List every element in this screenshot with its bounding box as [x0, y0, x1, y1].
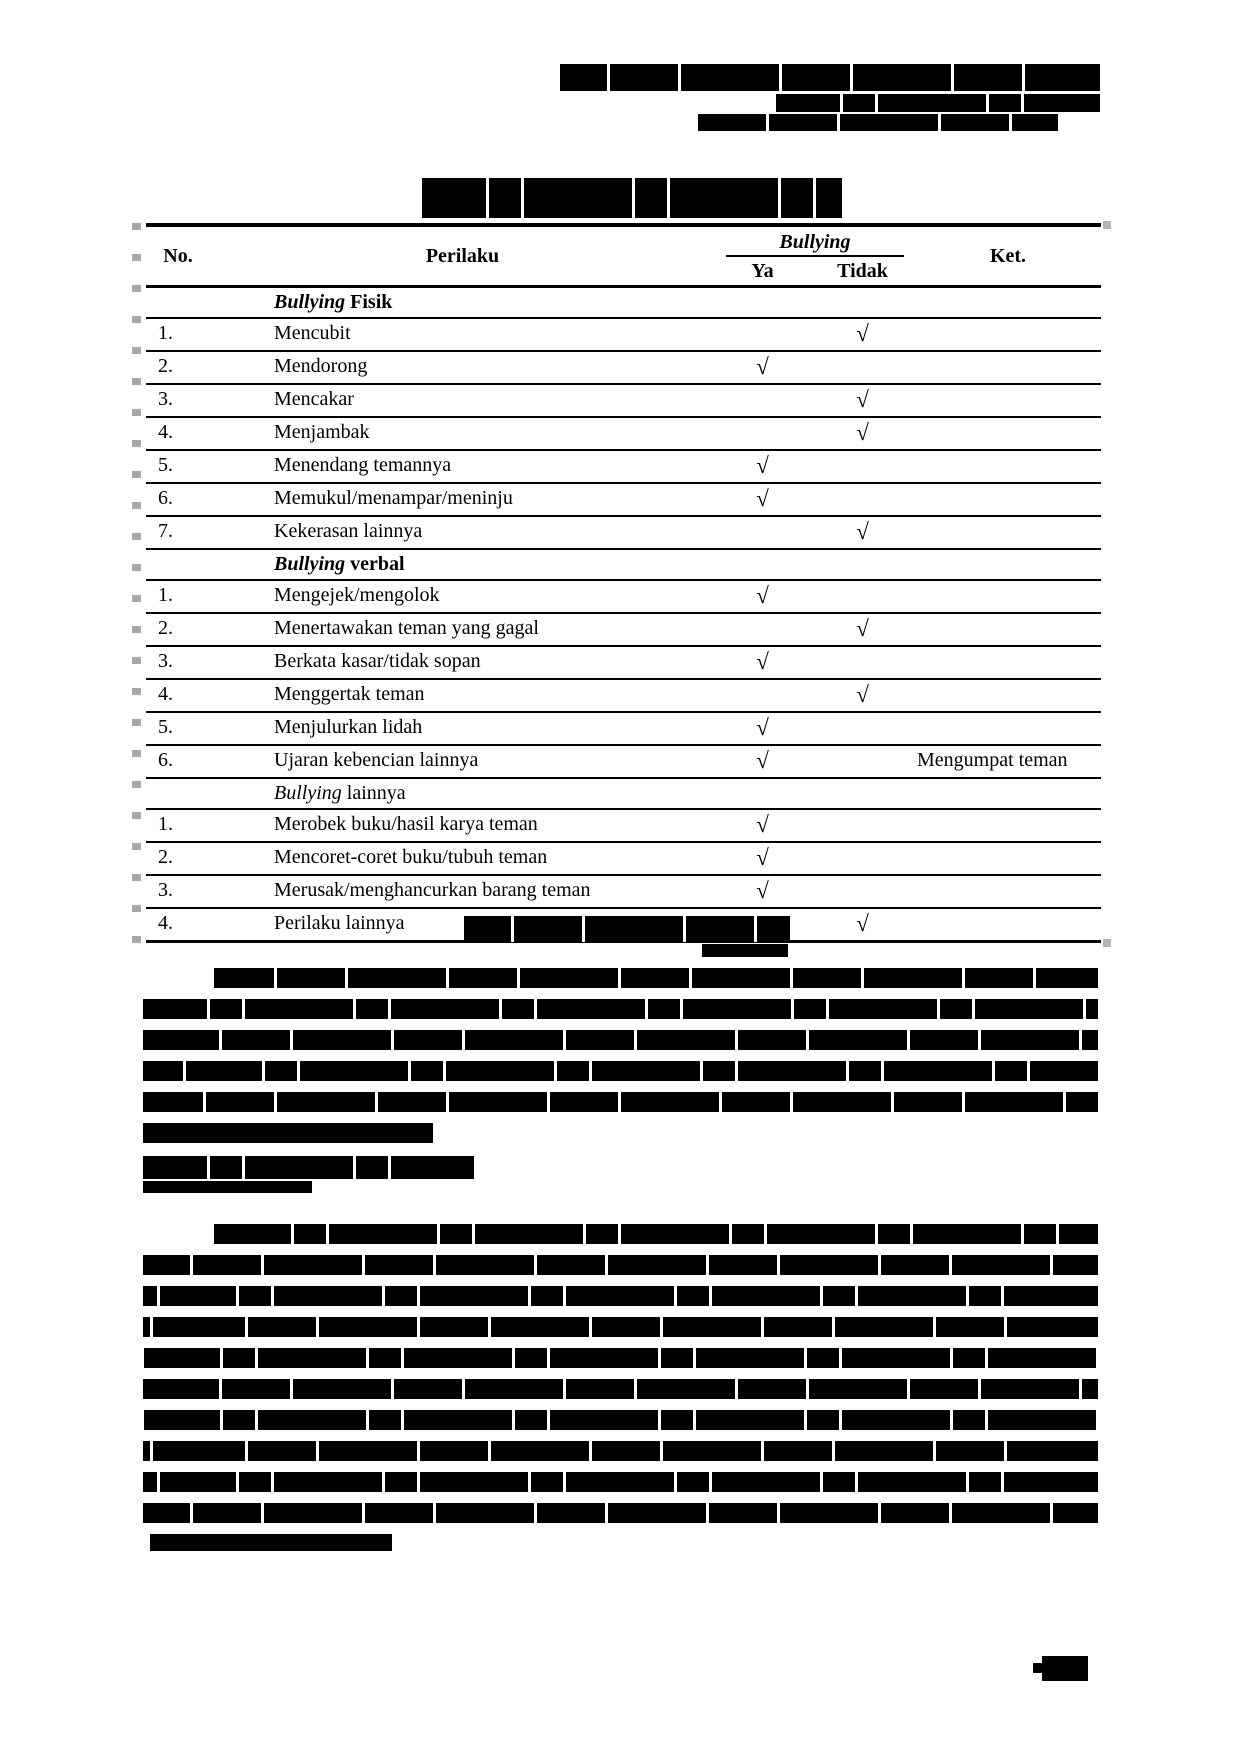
ket-cell	[915, 843, 1101, 847]
perilaku-cell: Perilaku lainnya	[274, 912, 405, 934]
checkmark-icon: √	[756, 649, 769, 674]
table-row	[146, 484, 1101, 517]
ket-cell	[915, 418, 1101, 422]
checkmark-icon: √	[856, 911, 869, 936]
table-section-row	[146, 779, 1101, 810]
redacted-text-line	[143, 1348, 1098, 1368]
perilaku-cell: Memukul/menampar/meninju	[274, 487, 513, 509]
perilaku-cell: Menendang temannya	[274, 454, 452, 476]
row-number: 1.	[158, 813, 173, 835]
section-label-rest: Fisik	[350, 291, 393, 313]
table-row	[146, 876, 1101, 909]
row-number: 1.	[158, 322, 173, 344]
tidak-cell	[810, 614, 915, 645]
column-header-no: No.	[163, 244, 193, 267]
checkmark-icon: √	[756, 583, 769, 608]
redacted-header-line-2	[776, 94, 1100, 112]
ket-cell	[915, 680, 1101, 684]
redacted-page-number	[1042, 1656, 1088, 1681]
table-row	[146, 843, 1101, 876]
checkmark-icon: √	[856, 682, 869, 707]
scan-artifact	[1103, 221, 1111, 229]
ket-cell: Mengumpat teman	[917, 749, 1068, 771]
table-row	[146, 418, 1101, 451]
checkmark-icon: √	[856, 616, 869, 641]
row-number: 3.	[158, 388, 173, 410]
column-header-bullying-group	[715, 227, 915, 285]
section-label-italic: Bullying	[274, 291, 351, 313]
table-row	[146, 713, 1101, 746]
row-number: 2.	[158, 617, 173, 639]
ket-cell	[915, 288, 1101, 292]
ya-cell	[715, 843, 810, 874]
redacted-text-line	[143, 1503, 1098, 1523]
redacted-subheading-line-2	[143, 1181, 312, 1193]
redacted-header-line-3	[698, 114, 1058, 131]
redacted-table-title	[422, 178, 842, 218]
checkmark-icon: √	[756, 354, 769, 379]
redacted-text-line	[143, 1092, 1098, 1112]
ket-cell	[915, 451, 1101, 455]
redacted-text-line	[143, 1286, 1098, 1306]
section-label-italic: Bullying	[274, 782, 347, 804]
ket-cell	[915, 581, 1101, 585]
checkmark-icon: √	[856, 321, 869, 346]
checkmark-icon: √	[856, 519, 869, 544]
observation-table	[146, 223, 1101, 943]
table-header-row	[146, 227, 1101, 288]
tidak-cell	[810, 319, 915, 350]
section-label-rest: lainnya	[346, 782, 406, 804]
tidak-cell	[810, 909, 915, 940]
redacted-text-line	[143, 1379, 1098, 1399]
ya-cell	[715, 876, 810, 907]
tidak-cell	[810, 418, 915, 449]
table-row	[146, 614, 1101, 647]
table-row	[146, 517, 1101, 550]
checkmark-icon: √	[756, 845, 769, 870]
ya-cell	[715, 810, 810, 841]
ket-cell	[915, 810, 1101, 814]
checkmark-icon: √	[756, 715, 769, 740]
table-row	[146, 647, 1101, 680]
table-row	[146, 810, 1101, 843]
ket-cell	[915, 517, 1101, 521]
perilaku-cell: Menjambak	[274, 421, 370, 443]
ket-cell	[915, 713, 1101, 717]
table-section-row	[146, 550, 1101, 581]
row-number: 4.	[158, 683, 173, 705]
scan-artifact	[1103, 939, 1111, 947]
checkmark-icon: √	[756, 453, 769, 478]
redacted-text-line	[143, 1061, 1098, 1081]
checkmark-icon: √	[756, 878, 769, 903]
row-number: 6.	[158, 487, 173, 509]
section-label	[210, 288, 715, 317]
ket-cell	[915, 614, 1101, 618]
row-number: 7.	[158, 520, 173, 542]
ya-cell	[715, 352, 810, 383]
ket-cell	[915, 909, 1101, 913]
redacted-text-line	[143, 999, 1098, 1019]
tidak-cell	[810, 680, 915, 711]
ya-cell	[715, 647, 810, 678]
checkmark-icon: √	[756, 812, 769, 837]
section-label-rest: verbal	[350, 553, 405, 575]
table-row	[146, 385, 1101, 418]
redacted-header-line-1	[560, 64, 1100, 91]
ya-cell	[715, 746, 810, 777]
table-row	[146, 680, 1101, 713]
ket-cell	[915, 484, 1101, 488]
ya-cell	[715, 581, 810, 612]
column-header-perilaku: Perilaku	[425, 244, 500, 267]
row-number: 2.	[158, 846, 173, 868]
table-row	[146, 451, 1101, 484]
table-section-row	[146, 288, 1101, 319]
row-number: 4.	[158, 912, 173, 934]
table-row	[146, 319, 1101, 352]
checkmark-icon: √	[756, 486, 769, 511]
ket-cell	[915, 876, 1101, 880]
ya-cell	[715, 484, 810, 515]
row-number: 6.	[158, 749, 173, 771]
redacted-text-line	[143, 1441, 1098, 1461]
perilaku-cell: Mendorong	[274, 355, 368, 377]
table-row	[146, 581, 1101, 614]
perilaku-cell: Menggertak teman	[274, 683, 425, 705]
tidak-cell	[810, 517, 915, 548]
ket-cell	[915, 647, 1101, 651]
column-header-ya: Ya	[751, 260, 774, 282]
section-label	[210, 550, 715, 579]
checkmark-icon: √	[856, 420, 869, 445]
perilaku-cell: Mencakar	[274, 388, 354, 410]
table-body	[146, 288, 1101, 943]
redacted-table-caption-line-2	[702, 944, 788, 957]
redacted-text-line	[143, 1472, 1098, 1492]
row-number: 4.	[158, 421, 173, 443]
row-number: 3.	[158, 879, 173, 901]
redacted-text-line	[150, 1534, 392, 1551]
perilaku-cell: Mencubit	[274, 322, 351, 344]
checkmark-icon: √	[856, 387, 869, 412]
section-label-italic: Bullying	[274, 553, 351, 575]
redacted-table-caption	[464, 916, 790, 942]
row-number: 1.	[158, 584, 173, 606]
perilaku-cell: Mencoret-coret buku/tubuh teman	[274, 846, 548, 868]
column-header-bullying: Bullying	[779, 231, 851, 253]
ket-cell	[915, 352, 1101, 356]
scan-artifact-ticks	[132, 223, 141, 945]
row-number: 5.	[158, 716, 173, 738]
redacted-subheading	[143, 1156, 474, 1179]
ya-cell	[715, 713, 810, 744]
ket-cell	[915, 385, 1101, 389]
redacted-text-line	[143, 1317, 1098, 1337]
ket-cell	[915, 319, 1101, 323]
perilaku-cell: Mengejek/mengolok	[274, 584, 440, 606]
bullying-subheaders	[715, 257, 915, 285]
row-number: 5.	[158, 454, 173, 476]
column-header-ket: Ket.	[989, 244, 1027, 267]
perilaku-cell: Merusak/menghancurkan barang teman	[274, 879, 591, 901]
redacted-text-line	[143, 1255, 1098, 1275]
perilaku-cell: Kekerasan lainnya	[274, 520, 423, 542]
table-row	[146, 746, 1101, 779]
perilaku-cell: Ujaran kebencian lainnya	[274, 749, 479, 771]
perilaku-cell: Merobek buku/hasil karya teman	[274, 813, 538, 835]
section-label	[210, 779, 715, 808]
redacted-text-line	[143, 1123, 433, 1143]
table-row	[146, 352, 1101, 385]
perilaku-cell: Menertawakan teman yang gagal	[274, 617, 539, 639]
ket-cell	[915, 779, 1101, 783]
row-number: 3.	[158, 650, 173, 672]
redacted-text-line	[143, 1410, 1098, 1430]
tidak-cell	[810, 385, 915, 416]
perilaku-cell: Berkata kasar/tidak sopan	[274, 650, 481, 672]
checkmark-icon: √	[756, 748, 769, 773]
redacted-text-line	[214, 1224, 1098, 1244]
redacted-text-line	[214, 968, 1098, 988]
redacted-text-line	[143, 1030, 1098, 1050]
row-number: 2.	[158, 355, 173, 377]
ket-cell	[915, 550, 1101, 554]
column-header-tidak: Tidak	[837, 260, 888, 282]
perilaku-cell: Menjulurkan lidah	[274, 716, 423, 738]
ya-cell	[715, 451, 810, 482]
